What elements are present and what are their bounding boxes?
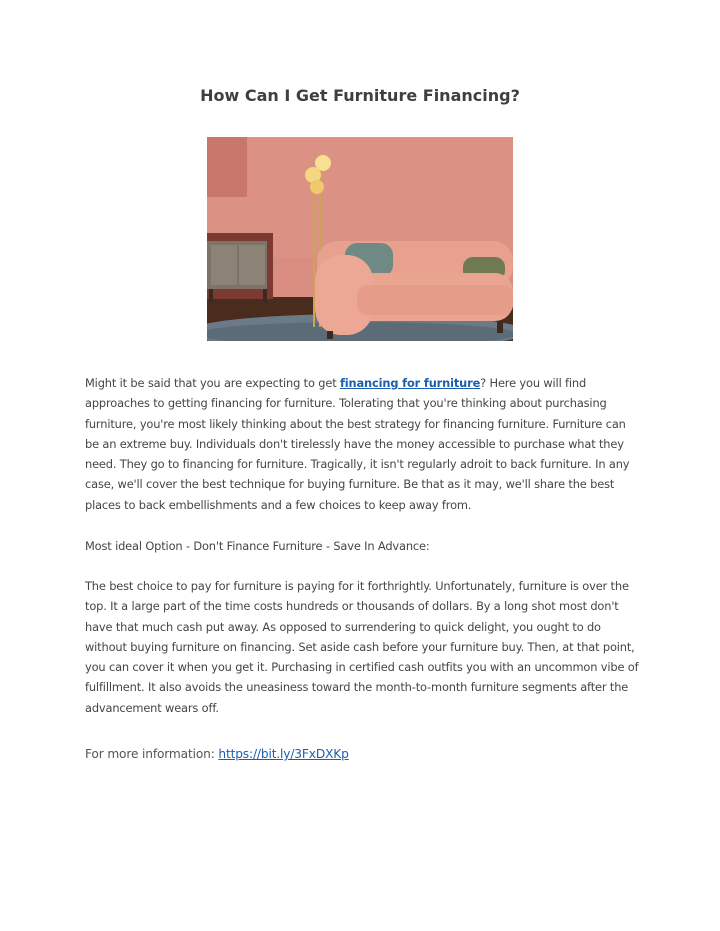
body-paragraph: The best choice to pay for furniture is paying for it forthrightly. Unfortunately, furniture is over the top. It a large part of the time costs hundreds or thousands of dollars. By a long shot most don't have that much cash put away. As opposed to surrendering to quick delight, you ought to do without buying furniture on financing. Set aside cash before your furniture buy. Then, at that point, you can cover it when you get it. Purchasing in certified cash outfits you with an uncommon vibe of fulfillment. It also avoids the uneasiness toward the month-to-month furniture segments after the advancement wears off. <box>85 579 639 715</box>
page-title: How Can I Get Furniture Financing? <box>200 86 520 105</box>
more-info-label: For more information: <box>85 747 219 761</box>
financing-for-furniture-link[interactable]: financing for furniture <box>340 376 481 390</box>
intro-text-before: Might it be said that you are expecting to get <box>85 376 340 390</box>
section-heading: Most ideal Option - Don't Finance Furniture - Save In Advance: <box>85 539 430 553</box>
intro-text-after: ? Here you will find approaches to getting financing for furniture. Tolerating that you're thinking about purchasing furniture, you're most likely thinking about the best strategy for financing furniture. Furniture can be an extreme buy. Individuals don't tirelessly have the money accessible to purchase what they need. They go to financing for furniture. Tragically, it isn't regularly adroit to back furniture. In any case, we'll cover the best technique for buying furniture. Be that as it may, we'll share the best places to back embellishments and a few choices to keep away from. <box>85 376 630 512</box>
hero-image <box>207 137 513 341</box>
living-room-illustration <box>207 137 513 341</box>
intro-paragraph <box>85 373 641 515</box>
more-info-line <box>85 744 641 764</box>
more-info-link[interactable]: https://bit.ly/3FxDXKp <box>218 747 349 761</box>
